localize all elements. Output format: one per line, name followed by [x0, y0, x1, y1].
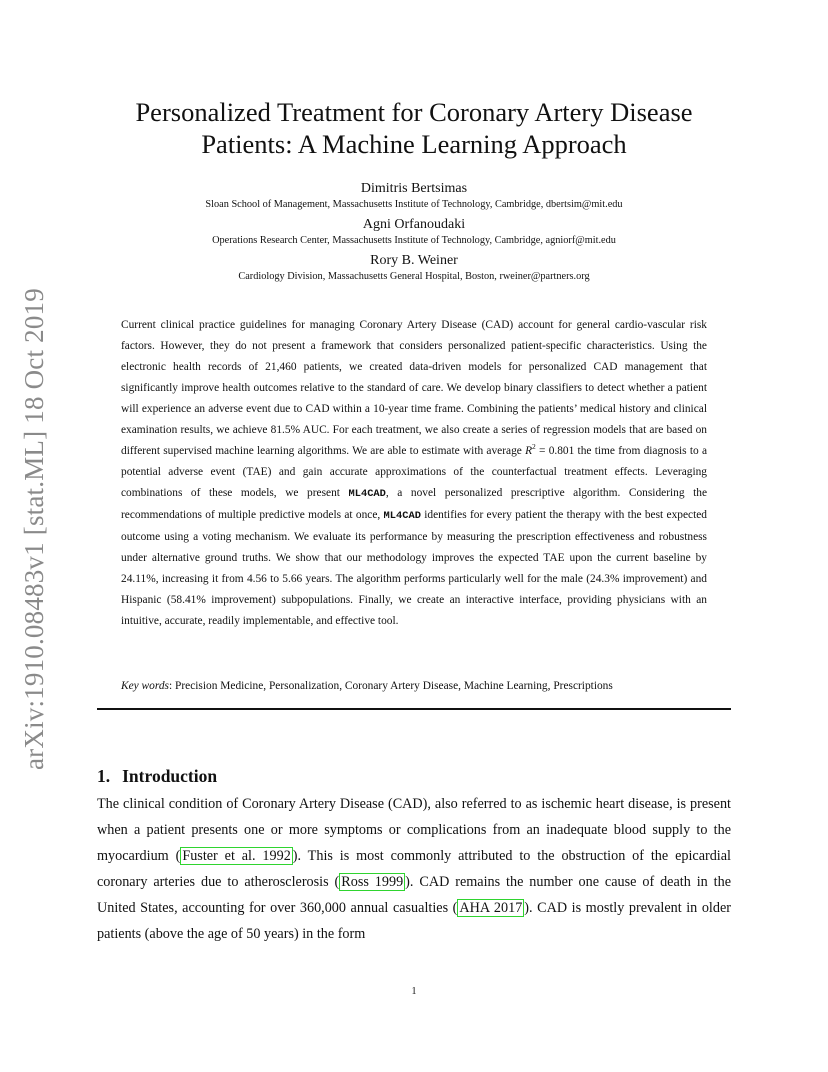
citation-link[interactable]: Fuster et al. 1992 — [182, 847, 291, 864]
page-number: 1 — [411, 986, 417, 997]
author-entry — [100, 252, 728, 285]
keywords-text: Precision Medicine, Personalization, Coronary Artery Disease, Machine Learning, Prescriptions — [175, 680, 613, 692]
keywords-colon: : — [169, 680, 176, 692]
r-squared-symbol: R — [525, 445, 533, 457]
horizontal-rule — [97, 708, 731, 710]
abstract — [121, 315, 707, 632]
abstract-text: = 0.801 the time from diagnosis to a potential adverse event (TAE) and gain accurate approximations of the counterfactual treatment effects. Leveraging combinations of these models, we present — [121, 445, 707, 499]
arxiv-stamp: arXiv:1910.08483v1 [stat.ML] 18 Oct 2019 — [19, 288, 49, 770]
section-title: Introduction — [122, 766, 218, 786]
intro-text: ). CAD is mostly prevalent in older patients (above the age of 50 years) in the form — [97, 899, 731, 942]
r-squared-exponent: 2 — [532, 442, 536, 452]
paper-title — [60, 96, 768, 160]
keywords-label: Key words — [121, 680, 169, 692]
title-line-2: Patients: A Machine Learning Approach — [201, 129, 627, 159]
section-number: 1. — [97, 766, 111, 786]
author-entry — [100, 216, 728, 249]
intro-paragraph — [97, 792, 731, 947]
title-line-1: Personalized Treatment for Coronary Artery Disease — [135, 97, 693, 127]
keywords — [121, 677, 721, 695]
abstract-text: Current clinical practice guidelines for managing Coronary Artery Disease (CAD) account for general cardio-vascular risk factors. However, they do not present a framework that considers personalized patient-specific characteristics. Using the electronic health records of 21,460 patients, we created data-driven models for personalized CAD management that significantly improve health outcomes relative to the standard of care. We develop binary classifiers to detect whether a patient will experience an adverse event due to CAD within a 10-year time frame. Combining the patients’ medical history and clinical examination results, we achieve 81.5% AUC. For each treatment, we also create a series of regression models that are based on different supervised machine learning algorithms. We are able to estimate with average — [121, 319, 707, 457]
author-name: Rory B. Weiner — [370, 253, 458, 268]
method-name: ML4CAD — [348, 488, 386, 500]
author-affiliation: Cardiology Division, Massachusetts General Hospital, Boston, rweiner@partners.org — [238, 271, 590, 282]
author-name: Agni Orfanoudaki — [362, 217, 466, 232]
citation-link[interactable]: Ross 1999 — [341, 873, 404, 890]
method-name: ML4CAD — [383, 510, 421, 522]
citation-link[interactable]: AHA 2017 — [459, 899, 523, 916]
author-affiliation: Sloan School of Management, Massachusetts Institute of Technology, Cambridge, dbertsim@mit.edu — [205, 199, 623, 210]
author-entry — [100, 180, 728, 213]
intro-text: The clinical condition of Coronary Artery Disease (CAD), also referred to as ischemic heart disease, is present when a patient presents one or more symptoms or complications from an inadequate blood supply to the myocardium ( — [97, 796, 731, 864]
abstract-text: , a novel personalized prescriptive algorithm. Considering the recommendations of multiple predictive models at once, — [121, 487, 708, 521]
intro-text: ). CAD remains the number one cause of death in the United States, accounting for over 360,000 annual casualties ( — [97, 873, 731, 916]
author-affiliation: Operations Research Center, Massachusetts Institute of Technology, Cambridge, agniorf@mit.edu — [212, 235, 616, 246]
author-block — [100, 180, 728, 288]
intro-text: ). This is most commonly attributed to the obstruction of the epicardial coronary arteries due to atherosclerosis ( — [97, 847, 731, 890]
author-name: Dimitris Bertsimas — [360, 181, 468, 196]
section-heading — [97, 765, 217, 787]
abstract-text: identifies for every patient the therapy with the best expected outcome using a voting mechanism. We evaluate its performance by measuring the prescription effectiveness and robustness under alternative ground truths. We show that our methodology improves the expected TAE upon the current baseline by 24.11%, increasing it from 4.56 to 5.66 years. The algorithm performs particularly well for the male (24.3% improvement) and Hispanic (58.41% improvement) subpopulations. Finally, we create an interactive interface, providing physicians with an intuitive, accurate, readily implementable, and effective tool. — [121, 509, 707, 627]
